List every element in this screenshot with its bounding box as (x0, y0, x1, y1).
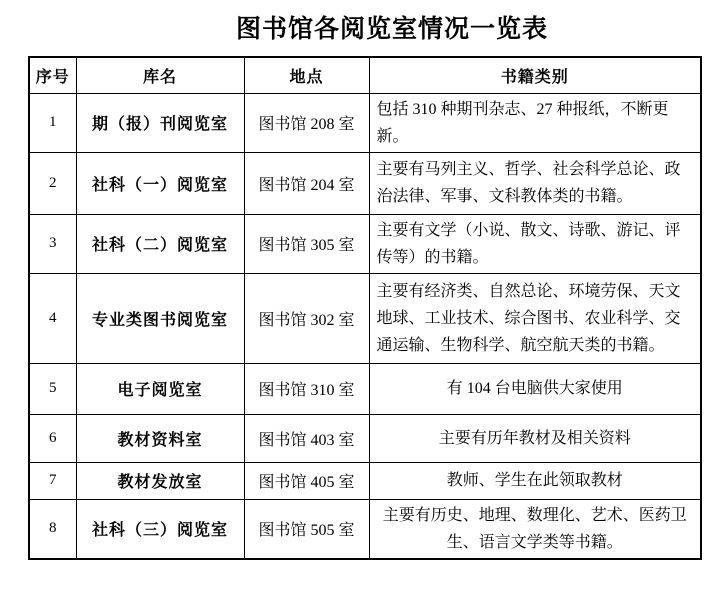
table-row (29, 499, 701, 559)
column-header-room-name: 库名 (76, 57, 244, 93)
table-row (29, 414, 701, 462)
table-row (29, 93, 701, 152)
serial-cell: 2 (29, 152, 76, 214)
table-row (29, 214, 701, 273)
column-header-category: 书籍类别 (369, 57, 701, 93)
room-name-cell: 社科（二）阅览室 (76, 214, 244, 273)
category-cell: 主要有历年教材及相关资料 (369, 414, 701, 462)
location-cell: 图书馆 505 室 (244, 499, 369, 559)
table-row (29, 462, 701, 499)
column-header-serial: 序号 (29, 57, 76, 93)
location-cell: 图书馆 405 室 (244, 462, 369, 499)
column-header-location: 地点 (244, 57, 369, 93)
serial-cell: 6 (29, 414, 76, 462)
room-name-cell: 教材资料室 (76, 414, 244, 462)
table-row (29, 273, 701, 363)
room-name-cell: 专业类图书阅览室 (76, 273, 244, 363)
location-cell: 图书馆 403 室 (244, 414, 369, 462)
location-cell: 图书馆 310 室 (244, 363, 369, 414)
table-row (29, 152, 701, 214)
location-cell: 图书馆 204 室 (244, 152, 369, 214)
header-row (29, 57, 701, 93)
room-name-cell: 社科（三）阅览室 (76, 499, 244, 559)
serial-cell: 1 (29, 93, 76, 152)
room-name-cell: 社科（一）阅览室 (76, 152, 244, 214)
category-cell: 主要有文学（小说、散文、诗歌、游记、评传等）的书籍。 (369, 214, 701, 273)
category-cell: 包括 310 种期刊杂志、27 种报纸，不断更新。 (369, 93, 701, 152)
category-cell: 教师、学生在此领取教材 (369, 462, 701, 499)
location-cell: 图书馆 208 室 (244, 93, 369, 152)
category-cell: 主要有经济类、自然总论、环境劳保、天文地球、工业技术、综合图书、农业科学、交通运输、生物科学、航空航天类的书籍。 (369, 273, 701, 363)
serial-cell: 4 (29, 273, 76, 363)
page-title: 图书馆各阅览室情况一览表 (235, 15, 548, 43)
category-cell: 主要有历史、地理、数理化、艺术、医药卫生、语言文学类等书籍。 (369, 499, 701, 559)
serial-cell: 3 (29, 214, 76, 273)
serial-cell: 7 (29, 462, 76, 499)
location-cell: 图书馆 302 室 (244, 273, 369, 363)
reading-rooms-table (28, 56, 702, 560)
room-name-cell: 电子阅览室 (76, 363, 244, 414)
serial-cell: 8 (29, 499, 76, 559)
category-cell: 有 104 台电脑供大家使用 (369, 363, 701, 414)
room-name-cell: 教材发放室 (76, 462, 244, 499)
category-cell: 主要有马列主义、哲学、社会科学总论、政治法律、军事、文科教体类的书籍。 (369, 152, 701, 214)
room-name-cell: 期（报）刊阅览室 (76, 93, 244, 152)
table-row (29, 363, 701, 414)
location-cell: 图书馆 305 室 (244, 214, 369, 273)
serial-cell: 5 (29, 363, 76, 414)
